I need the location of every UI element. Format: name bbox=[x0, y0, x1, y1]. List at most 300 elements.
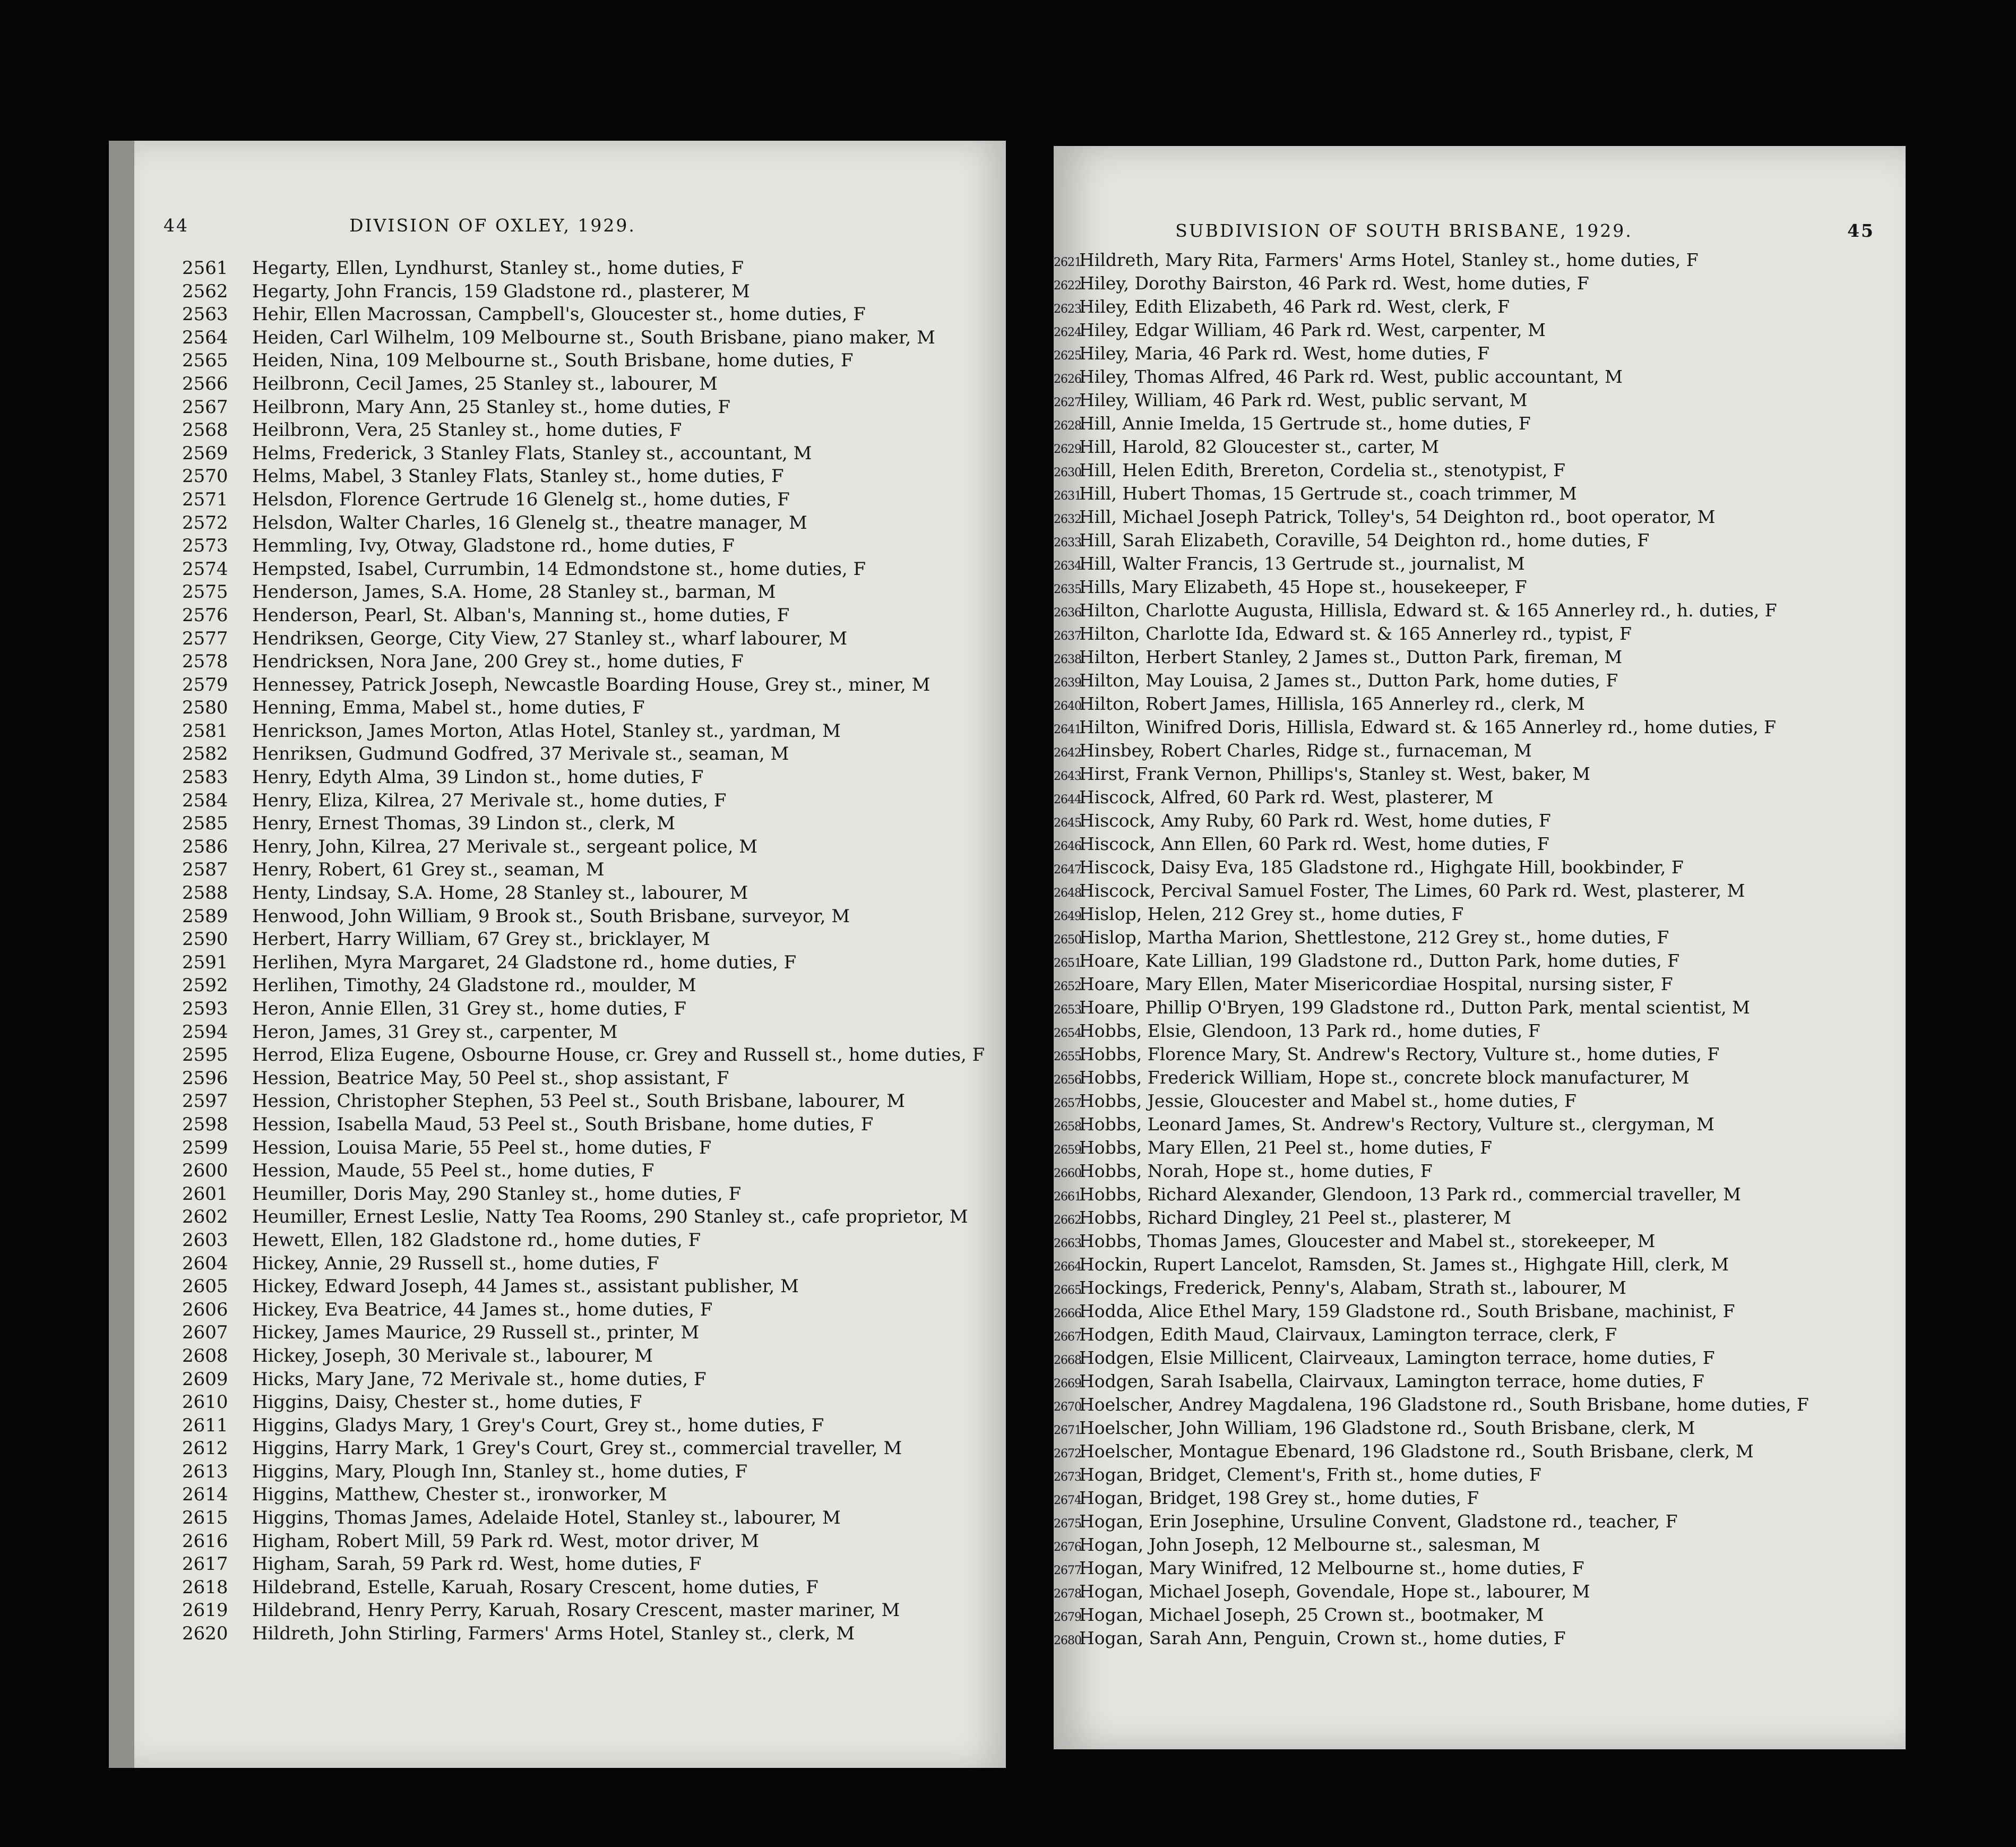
list-item bbox=[182, 1044, 1006, 1068]
entry-number: 2633 bbox=[1054, 536, 1081, 549]
list-item bbox=[182, 581, 1006, 605]
entry-text: Hegarty, John Francis, 159 Gladstone rd., plasterer, M bbox=[252, 280, 750, 302]
list-item bbox=[182, 1553, 1006, 1577]
entry-number: 2676 bbox=[1054, 1541, 1081, 1554]
entry-text: Henry, Robert, 61 Grey st., seaman, M bbox=[252, 859, 605, 881]
entry-number: 2661 bbox=[1054, 1190, 1081, 1204]
entry-number: 2619 bbox=[182, 1600, 228, 1621]
entry-text: Hobbs, Leonard James, St. Andrew's Rectory, Vulture st., clergyman, M bbox=[1079, 1114, 1715, 1135]
entry-text: Hodgen, Elsie Millicent, Clairveaux, Lamington terrace, home duties, F bbox=[1079, 1347, 1715, 1368]
entry-number: 2590 bbox=[182, 929, 228, 950]
entry-text: Helsdon, Walter Charles, 16 Glenelg st., theatre manager, M bbox=[252, 512, 807, 534]
entry-text: Henty, Lindsay, S.A. Home, 28 Stanley st., labourer, M bbox=[252, 882, 748, 904]
entry-number: 2673 bbox=[1054, 1471, 1081, 1484]
entry-text: Hoare, Phillip O'Bryen, 199 Gladstone rd., Dutton Park, mental scientist, M bbox=[1079, 997, 1750, 1018]
entry-number: 2618 bbox=[182, 1576, 228, 1598]
list-item bbox=[182, 559, 1006, 582]
entry-number: 2607 bbox=[182, 1322, 228, 1344]
entry-text: Hodda, Alice Ethel Mary, 159 Gladstone rd., South Brisbane, machinist, F bbox=[1079, 1301, 1735, 1321]
entry-number: 2654 bbox=[1054, 1027, 1081, 1040]
entry-text: Hiscock, Alfred, 60 Park rd. West, plasterer, M bbox=[1079, 787, 1494, 807]
list-item bbox=[1054, 1184, 1906, 1207]
entry-number: 2637 bbox=[1054, 630, 1081, 643]
entry-text: Helsdon, Florence Gertrude 16 Glenelg st., home duties, F bbox=[252, 488, 790, 510]
list-item bbox=[182, 975, 1006, 998]
entry-number: 2613 bbox=[182, 1461, 228, 1482]
list-item bbox=[182, 1577, 1006, 1600]
entry-number: 2593 bbox=[182, 998, 228, 1019]
entry-number: 2638 bbox=[1054, 653, 1081, 666]
list-item bbox=[1054, 1324, 1906, 1347]
list-item bbox=[182, 628, 1006, 651]
left-page bbox=[109, 141, 1006, 1768]
list-item bbox=[1054, 1090, 1906, 1114]
entry-text: Heron, Annie Ellen, 31 Grey st., home duties, F bbox=[252, 998, 687, 1019]
entry-text: Hession, Louisa Marie, 55 Peel st., home duties, F bbox=[252, 1137, 712, 1158]
entry-number: 2669 bbox=[1054, 1377, 1081, 1390]
page-title: SUBDIVISION OF SOUTH BRISBANE, 1929. bbox=[1175, 220, 1633, 241]
entry-text: Hill, Helen Edith, Brereton, Cordelia st., stenotypist, F bbox=[1079, 460, 1566, 480]
entry-text: Higgins, Thomas James, Adelaide Hotel, Stanley st., labourer, M bbox=[252, 1507, 841, 1529]
entry-number: 2611 bbox=[182, 1414, 228, 1436]
list-item bbox=[1054, 1581, 1906, 1604]
entry-text: Hickey, Joseph, 30 Merivale st., labourer, M bbox=[252, 1345, 653, 1367]
list-item bbox=[1054, 997, 1906, 1020]
entry-text: Heumiller, Ernest Leslie, Natty Tea Rooms, 290 Stanley st., cafe proprietor, M bbox=[252, 1206, 968, 1228]
list-item bbox=[182, 882, 1006, 906]
list-item bbox=[182, 859, 1006, 882]
right-page bbox=[1054, 146, 1906, 1749]
entry-text: Hiley, Edith Elizabeth, 46 Park rd. West, clerk, F bbox=[1079, 296, 1510, 317]
entry-number: 2609 bbox=[182, 1368, 228, 1390]
list-item bbox=[1054, 717, 1906, 740]
list-item bbox=[182, 1299, 1006, 1322]
list-item bbox=[1054, 647, 1906, 670]
entry-number: 2604 bbox=[182, 1252, 228, 1274]
list-item bbox=[182, 697, 1006, 720]
entry-number: 2582 bbox=[182, 743, 228, 765]
entry-text: Hiley, William, 46 Park rd. West, public servant, M bbox=[1079, 390, 1528, 410]
entry-number: 2594 bbox=[182, 1021, 228, 1043]
entry-text: Hiscock, Amy Ruby, 60 Park rd. West, home duties, F bbox=[1079, 810, 1551, 831]
list-item bbox=[1054, 1371, 1906, 1394]
entry-text: Hirst, Frank Vernon, Phillips's, Stanley st. West, baker, M bbox=[1079, 763, 1590, 784]
entry-text: Hoare, Kate Lillian, 199 Gladstone rd., Dutton Park, home duties, F bbox=[1079, 950, 1680, 971]
entry-number: 2680 bbox=[1054, 1634, 1081, 1647]
entry-number: 2580 bbox=[182, 697, 228, 719]
list-item bbox=[182, 1438, 1006, 1461]
entry-text: Hiscock, Daisy Eva, 185 Gladstone rd., Highgate Hill, bookbinder, F bbox=[1079, 857, 1684, 878]
entry-number: 2575 bbox=[182, 581, 228, 603]
entry-text: Hobbs, Jessie, Gloucester and Mabel st., home duties, F bbox=[1079, 1090, 1576, 1111]
entry-text: Hobbs, Richard Alexander, Glendoon, 13 Park rd., commercial traveller, M bbox=[1079, 1184, 1741, 1205]
list-item bbox=[182, 1068, 1006, 1091]
entry-text: Higham, Sarah, 59 Park rd. West, home duties, F bbox=[252, 1553, 702, 1575]
entry-text: Hill, Michael Joseph Patrick, Tolley's, 54 Deighton rd., boot operator, M bbox=[1079, 506, 1716, 527]
entry-text: Hodgen, Sarah Isabella, Clairvaux, Lamington terrace, home duties, F bbox=[1079, 1371, 1704, 1391]
entry-number: 2646 bbox=[1054, 840, 1081, 853]
entry-number: 2678 bbox=[1054, 1587, 1081, 1601]
list-item bbox=[182, 1600, 1006, 1623]
entry-number: 2600 bbox=[182, 1160, 228, 1182]
entry-number: 2632 bbox=[1054, 513, 1081, 526]
list-item bbox=[182, 813, 1006, 836]
entry-number: 2659 bbox=[1054, 1144, 1081, 1157]
entry-number: 2563 bbox=[182, 304, 228, 325]
list-item bbox=[182, 906, 1006, 929]
entry-number: 2592 bbox=[182, 975, 228, 996]
entry-number: 2621 bbox=[1054, 256, 1081, 269]
list-item bbox=[182, 535, 1006, 559]
entry-text: Heilbronn, Vera, 25 Stanley st., home duties, F bbox=[252, 419, 682, 441]
entry-number: 2588 bbox=[182, 882, 228, 904]
list-item bbox=[1054, 950, 1906, 974]
entry-number: 2596 bbox=[182, 1067, 228, 1089]
entry-number: 2650 bbox=[1054, 933, 1081, 947]
list-item bbox=[182, 281, 1006, 304]
list-item bbox=[1054, 413, 1906, 436]
entry-number: 2586 bbox=[182, 836, 228, 857]
list-item bbox=[1054, 857, 1906, 880]
list-item bbox=[1054, 880, 1906, 904]
entry-text: Hill, Walter Francis, 13 Gertrude st., journalist, M bbox=[1079, 553, 1525, 574]
entry-text: Hilton, May Louisa, 2 James st., Dutton Park, home duties, F bbox=[1079, 670, 1618, 691]
entry-number: 2615 bbox=[182, 1507, 228, 1529]
entry-number: 2614 bbox=[182, 1484, 228, 1506]
entry-text: Hogan, Erin Josephine, Ursuline Convent, Gladstone rd., teacher, F bbox=[1079, 1511, 1678, 1532]
entry-number: 2672 bbox=[1054, 1447, 1081, 1461]
list-item bbox=[182, 489, 1006, 512]
entry-number: 2677 bbox=[1054, 1564, 1081, 1577]
entry-text: Hemmling, Ivy, Otway, Gladstone rd., home duties, F bbox=[252, 535, 735, 557]
entry-number: 2665 bbox=[1054, 1284, 1081, 1297]
entry-text: Heilbronn, Mary Ann, 25 Stanley st., home duties, F bbox=[252, 396, 730, 418]
entry-number: 2566 bbox=[182, 373, 228, 394]
list-item bbox=[1054, 553, 1906, 577]
entry-text: Hilton, Charlotte Augusta, Hillisla, Edward st. & 165 Annerley rd., h. duties, F bbox=[1079, 600, 1777, 621]
entry-text: Hehir, Ellen Macrossan, Campbell's, Gloucester st., home duties, F bbox=[252, 304, 866, 325]
entry-number: 2675 bbox=[1054, 1517, 1081, 1531]
list-item bbox=[182, 743, 1006, 767]
entry-text: Heilbronn, Cecil James, 25 Stanley st., labourer, M bbox=[252, 373, 718, 394]
list-item bbox=[1054, 974, 1906, 997]
entry-number: 2561 bbox=[182, 257, 228, 279]
page-number: 44 bbox=[163, 215, 189, 236]
entry-number: 2606 bbox=[182, 1299, 228, 1320]
entry-text: Hogan, Bridget, 198 Grey st., home duties, F bbox=[1079, 1488, 1479, 1508]
list-item bbox=[182, 512, 1006, 536]
list-item bbox=[1054, 927, 1906, 950]
list-item bbox=[1054, 366, 1906, 390]
entry-text: Heron, James, 31 Grey st., carpenter, M bbox=[252, 1021, 618, 1043]
entry-text: Hill, Sarah Elizabeth, Coraville, 54 Deighton rd., home duties, F bbox=[1079, 530, 1650, 551]
list-item bbox=[1054, 1067, 1906, 1090]
list-item bbox=[1054, 763, 1906, 787]
entry-number: 2628 bbox=[1054, 419, 1081, 433]
entry-number: 2660 bbox=[1054, 1167, 1081, 1180]
entry-number: 2624 bbox=[1054, 326, 1081, 339]
entry-text: Henry, Eliza, Kilrea, 27 Merivale st., home duties, F bbox=[252, 789, 727, 811]
entry-text: Hildebrand, Henry Perry, Karuah, Rosary Crescent, master mariner, M bbox=[252, 1600, 900, 1621]
list-item bbox=[1054, 1161, 1906, 1184]
entry-text: Hockin, Rupert Lancelot, Ramsden, St. James st., Highgate Hill, clerk, M bbox=[1079, 1254, 1729, 1275]
entry-number: 2653 bbox=[1054, 1003, 1081, 1017]
entry-number: 2571 bbox=[182, 488, 228, 510]
entry-text: Hilton, Winifred Doris, Hillisla, Edward st. & 165 Annerley rd., home duties, F bbox=[1079, 717, 1777, 737]
entry-text: Hoare, Mary Ellen, Mater Misericordiae Hospital, nursing sister, F bbox=[1079, 974, 1673, 994]
list-item bbox=[1054, 436, 1906, 460]
list-item bbox=[1054, 1347, 1906, 1371]
entry-text: Hildebrand, Estelle, Karuah, Rosary Crescent, home duties, F bbox=[252, 1576, 819, 1598]
entry-text: Heiden, Carl Wilhelm, 109 Melbourne st., South Brisbane, piano maker, M bbox=[252, 327, 935, 348]
list-item bbox=[182, 1090, 1006, 1114]
entry-number: 2602 bbox=[182, 1206, 228, 1228]
list-item bbox=[1054, 1044, 1906, 1067]
entry-number: 2579 bbox=[182, 674, 228, 695]
list-item bbox=[182, 304, 1006, 327]
entry-text: Higgins, Daisy, Chester st., home duties, F bbox=[252, 1391, 642, 1413]
list-item bbox=[1054, 483, 1906, 506]
list-item bbox=[1054, 693, 1906, 717]
entry-text: Herlihen, Timothy, 24 Gladstone rd., moulder, M bbox=[252, 975, 696, 996]
list-item bbox=[1054, 1511, 1906, 1534]
entry-number: 2623 bbox=[1054, 303, 1081, 316]
entry-text: Hogan, Bridget, Clement's, Frith st., home duties, F bbox=[1079, 1464, 1541, 1485]
entry-number: 2641 bbox=[1054, 723, 1081, 736]
list-item bbox=[1054, 250, 1906, 273]
entry-number: 2643 bbox=[1054, 770, 1081, 783]
list-item bbox=[182, 373, 1006, 397]
entry-number: 2570 bbox=[182, 466, 228, 487]
entry-text: Hobbs, Mary Ellen, 21 Peel st., home duties, F bbox=[1079, 1137, 1493, 1158]
list-item bbox=[1054, 1137, 1906, 1161]
list-item bbox=[1054, 1418, 1906, 1441]
entry-number: 2612 bbox=[182, 1438, 228, 1459]
list-item bbox=[182, 1623, 1006, 1646]
entry-number: 2578 bbox=[182, 651, 228, 673]
entry-text: Hilton, Charlotte Ida, Edward st. & 165 Annerley rd., typist, F bbox=[1079, 623, 1632, 644]
list-item bbox=[182, 1276, 1006, 1299]
entry-number: 2591 bbox=[182, 951, 228, 973]
entry-number: 2668 bbox=[1054, 1354, 1081, 1367]
list-item bbox=[1054, 1558, 1906, 1581]
list-item bbox=[182, 257, 1006, 281]
list-item bbox=[182, 466, 1006, 489]
list-item bbox=[1054, 787, 1906, 810]
entry-number: 2597 bbox=[182, 1090, 228, 1112]
list-item bbox=[1054, 1277, 1906, 1301]
entry-number: 2577 bbox=[182, 628, 228, 649]
entry-number: 2585 bbox=[182, 813, 228, 835]
entry-number: 2576 bbox=[182, 604, 228, 626]
list-item bbox=[182, 1391, 1006, 1415]
list-item bbox=[182, 1345, 1006, 1369]
entry-text: Hills, Mary Elizabeth, 45 Hope st., housekeeper, F bbox=[1079, 577, 1527, 597]
list-item bbox=[182, 1461, 1006, 1484]
list-item bbox=[1054, 1488, 1906, 1511]
entry-text: Hewett, Ellen, 182 Gladstone rd., home duties, F bbox=[252, 1229, 701, 1251]
entry-number: 2584 bbox=[182, 789, 228, 811]
entry-text: Hegarty, Ellen, Lyndhurst, Stanley st., home duties, F bbox=[252, 257, 744, 279]
entry-text: Hiscock, Ann Ellen, 60 Park rd. West, home duties, F bbox=[1079, 834, 1549, 854]
list-item bbox=[1054, 296, 1906, 320]
entry-number: 2649 bbox=[1054, 910, 1081, 923]
list-item bbox=[1054, 390, 1906, 413]
list-item bbox=[1054, 1301, 1906, 1324]
entry-number: 2629 bbox=[1054, 443, 1081, 456]
list-item bbox=[1054, 1394, 1906, 1418]
list-item bbox=[182, 767, 1006, 790]
entry-number: 2574 bbox=[182, 558, 228, 580]
list-item bbox=[182, 1369, 1006, 1392]
entry-number: 2652 bbox=[1054, 980, 1081, 993]
entry-list bbox=[1054, 250, 1906, 1651]
entry-number: 2642 bbox=[1054, 746, 1081, 760]
entry-number: 2603 bbox=[182, 1229, 228, 1251]
entry-text: Hession, Christopher Stephen, 53 Peel st., South Brisbane, labourer, M bbox=[252, 1090, 906, 1112]
entry-text: Hogan, Sarah Ann, Penguin, Crown st., home duties, F bbox=[1079, 1628, 1566, 1648]
entry-number: 2663 bbox=[1054, 1237, 1081, 1250]
entry-number: 2670 bbox=[1054, 1401, 1081, 1414]
entry-number: 2583 bbox=[182, 767, 228, 788]
entry-number: 2568 bbox=[182, 419, 228, 441]
entry-number: 2626 bbox=[1054, 373, 1081, 386]
list-item bbox=[182, 1160, 1006, 1183]
entry-text: Helms, Frederick, 3 Stanley Flats, Stanley st., accountant, M bbox=[252, 442, 812, 464]
list-item bbox=[182, 651, 1006, 674]
entry-number: 2601 bbox=[182, 1183, 228, 1205]
entry-number: 2651 bbox=[1054, 957, 1081, 970]
entry-number: 2630 bbox=[1054, 466, 1081, 479]
list-item bbox=[1054, 1441, 1906, 1464]
list-item bbox=[182, 952, 1006, 975]
entry-text: Higgins, Gladys Mary, 1 Grey's Court, Grey st., home duties, F bbox=[252, 1414, 824, 1436]
entry-number: 2565 bbox=[182, 350, 228, 372]
entry-number: 2598 bbox=[182, 1113, 228, 1135]
list-item bbox=[182, 1322, 1006, 1345]
entry-number: 2587 bbox=[182, 859, 228, 881]
entry-number: 2635 bbox=[1054, 583, 1081, 596]
entry-text: Henning, Emma, Mabel st., home duties, F bbox=[252, 697, 645, 719]
list-item bbox=[182, 790, 1006, 813]
entry-text: Herbert, Harry William, 67 Grey st., bricklayer, M bbox=[252, 929, 710, 950]
entry-text: Hession, Isabella Maud, 53 Peel st., South Brisbane, home duties, F bbox=[252, 1113, 874, 1135]
entry-text: Hobbs, Frederick William, Hope st., concrete block manufacturer, M bbox=[1079, 1067, 1690, 1088]
entry-text: Hiley, Edgar William, 46 Park rd. West, carpenter, M bbox=[1079, 320, 1546, 340]
list-item bbox=[182, 674, 1006, 698]
entry-text: Hockings, Frederick, Penny's, Alabam, Strath st., labourer, M bbox=[1079, 1277, 1626, 1298]
entry-number: 2679 bbox=[1054, 1611, 1081, 1624]
page-title: DIVISION OF OXLEY, 1929. bbox=[349, 215, 636, 236]
entry-text: Hinsbey, Robert Charles, Ridge st., furnaceman, M bbox=[1079, 740, 1532, 761]
entry-number: 2640 bbox=[1054, 700, 1081, 713]
entry-number: 2657 bbox=[1054, 1097, 1081, 1110]
entry-text: Hobbs, Elsie, Glendoon, 13 Park rd., home duties, F bbox=[1079, 1020, 1540, 1041]
list-item bbox=[1054, 1207, 1906, 1231]
list-item bbox=[1054, 740, 1906, 763]
entry-text: Heumiller, Doris May, 290 Stanley st., home duties, F bbox=[252, 1183, 742, 1205]
list-item bbox=[1054, 1534, 1906, 1558]
entry-text: Hislop, Helen, 212 Grey st., home duties, F bbox=[1079, 904, 1464, 924]
list-item bbox=[1054, 460, 1906, 483]
entry-text: Herrod, Eliza Eugene, Osbourne House, cr. Grey and Russell st., home duties, F bbox=[252, 1044, 985, 1066]
list-item bbox=[1054, 904, 1906, 927]
entry-text: Hogan, Michael Joseph, 25 Crown st., bootmaker, M bbox=[1079, 1604, 1544, 1625]
entry-text: Higgins, Harry Mark, 1 Grey's Court, Grey st., commercial traveller, M bbox=[252, 1438, 902, 1459]
entry-number: 2636 bbox=[1054, 606, 1081, 620]
list-item bbox=[182, 443, 1006, 466]
entry-text: Henriksen, Gudmund Godfred, 37 Merivale st., seaman, M bbox=[252, 743, 789, 765]
entry-number: 2644 bbox=[1054, 793, 1081, 806]
list-item bbox=[1054, 577, 1906, 600]
entry-text: Henry, John, Kilrea, 27 Merivale st., sergeant police, M bbox=[252, 836, 758, 857]
list-item bbox=[1054, 670, 1906, 693]
list-item bbox=[182, 1415, 1006, 1438]
list-item bbox=[182, 605, 1006, 628]
entry-list bbox=[182, 257, 1006, 1646]
entry-text: Hogan, Mary Winifred, 12 Melbourne st., home duties, F bbox=[1079, 1558, 1584, 1578]
entry-number: 2658 bbox=[1054, 1120, 1081, 1133]
entry-text: Hoelscher, Montague Ebenard, 196 Gladstone rd., South Brisbane, clerk, M bbox=[1079, 1441, 1754, 1462]
entry-number: 2662 bbox=[1054, 1214, 1081, 1227]
entry-text: Hession, Maude, 55 Peel st., home duties, F bbox=[252, 1160, 654, 1182]
entry-number: 2622 bbox=[1054, 279, 1081, 293]
entry-number: 2599 bbox=[182, 1137, 228, 1158]
list-item bbox=[1054, 600, 1906, 623]
list-item bbox=[1054, 810, 1906, 834]
entry-text: Hiley, Thomas Alfred, 46 Park rd. West, public accountant, M bbox=[1079, 366, 1623, 387]
entry-text: Hodgen, Edith Maud, Clairvaux, Lamington terrace, clerk, F bbox=[1079, 1324, 1617, 1345]
list-item bbox=[1054, 623, 1906, 647]
entry-text: Hobbs, Norah, Hope st., home duties, F bbox=[1079, 1161, 1433, 1181]
entry-text: Hobbs, Thomas James, Gloucester and Mabel st., storekeeper, M bbox=[1079, 1231, 1656, 1251]
entry-number: 2639 bbox=[1054, 676, 1081, 690]
list-item bbox=[182, 998, 1006, 1021]
entry-number: 2645 bbox=[1054, 817, 1081, 830]
entry-number: 2617 bbox=[182, 1553, 228, 1575]
list-item bbox=[182, 350, 1006, 373]
entry-text: Hobbs, Richard Dingley, 21 Peel st., plasterer, M bbox=[1079, 1207, 1511, 1228]
entry-number: 2655 bbox=[1054, 1050, 1081, 1063]
entry-number: 2605 bbox=[182, 1276, 228, 1298]
list-item bbox=[1054, 834, 1906, 857]
entry-number: 2625 bbox=[1054, 349, 1081, 363]
list-item bbox=[182, 1507, 1006, 1531]
entry-number: 2573 bbox=[182, 535, 228, 557]
entry-text: Henrickson, James Morton, Atlas Hotel, Stanley st., yardman, M bbox=[252, 720, 841, 742]
entry-text: Hoelscher, Andrey Magdalena, 196 Gladstone rd., South Brisbane, home duties, F bbox=[1079, 1394, 1809, 1415]
entry-text: Hobbs, Florence Mary, St. Andrew's Rectory, Vulture st., home duties, F bbox=[1079, 1044, 1720, 1064]
entry-text: Higham, Robert Mill, 59 Park rd. West, motor driver, M bbox=[252, 1530, 760, 1552]
list-item bbox=[182, 720, 1006, 744]
list-item bbox=[182, 1183, 1006, 1207]
entry-number: 2581 bbox=[182, 720, 228, 742]
entry-number: 2648 bbox=[1054, 887, 1081, 900]
list-item bbox=[1054, 1628, 1906, 1651]
entry-text: Hickey, James Maurice, 29 Russell st., printer, M bbox=[252, 1322, 700, 1344]
entry-number: 2634 bbox=[1054, 560, 1081, 573]
entry-number: 2567 bbox=[182, 396, 228, 418]
list-item bbox=[1054, 1254, 1906, 1277]
entry-text: Herlihen, Myra Margaret, 24 Gladstone rd., home duties, F bbox=[252, 951, 797, 973]
entry-text: Hiley, Dorothy Bairston, 46 Park rd. West, home duties, F bbox=[1079, 273, 1589, 294]
list-item bbox=[182, 1114, 1006, 1137]
entry-number: 2569 bbox=[182, 442, 228, 464]
entry-number: 2647 bbox=[1054, 863, 1081, 877]
entry-text: Hempsted, Isabel, Currumbin, 14 Edmondstone st., home duties, F bbox=[252, 558, 866, 580]
entry-text: Hogan, Michael Joseph, Govendale, Hope st., labourer, M bbox=[1079, 1581, 1590, 1602]
entry-text: Hicks, Mary Jane, 72 Merivale st., home duties, F bbox=[252, 1368, 707, 1390]
